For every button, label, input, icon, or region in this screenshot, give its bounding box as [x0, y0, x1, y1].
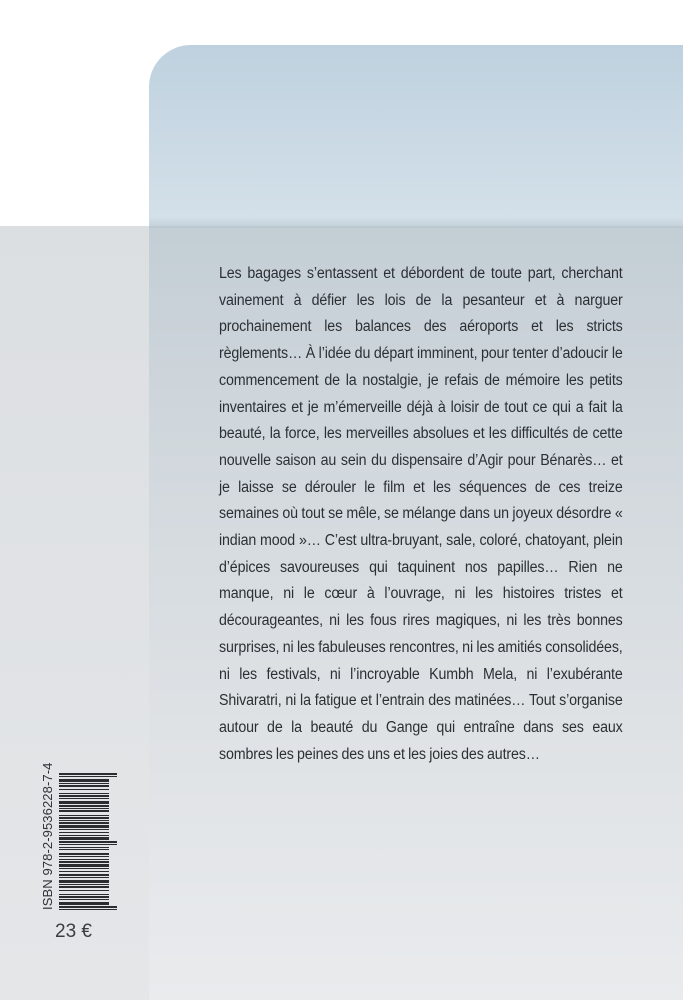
barcode-bar: [59, 837, 109, 840]
barcode-bar: [59, 874, 109, 876]
barcode-bar: [59, 815, 109, 816]
barcode-bar: [59, 856, 109, 857]
barcode-bar: [59, 861, 109, 863]
barcode-bar: [59, 906, 117, 908]
barcode-bar: [59, 871, 109, 872]
barcode-bar: [59, 793, 109, 794]
barcode-bar: [59, 884, 109, 885]
barcode-bar: [59, 849, 109, 850]
barcode-bar: [59, 902, 109, 905]
barcode-bar: [59, 894, 109, 895]
barcode-bar: [59, 841, 117, 843]
barcode-bar: [59, 805, 109, 807]
barcode-bar: [59, 773, 117, 775]
barcode-bar: [59, 909, 117, 910]
barcode: [59, 773, 117, 910]
barcode-bar: [59, 795, 109, 797]
barcode-bar: [59, 776, 117, 777]
barcode-bar: [59, 890, 109, 891]
barcode-bar: [59, 896, 109, 898]
barcode-bar: [59, 877, 109, 878]
price-label: 23 €: [55, 921, 92, 942]
barcode-bar: [59, 868, 109, 869]
barcode-bar: [59, 808, 109, 809]
barcode-bar: [59, 798, 109, 799]
barcode-bar: [59, 817, 109, 819]
barcode-bar: [59, 886, 109, 888]
barcode-bar: [59, 899, 109, 900]
barcode-bar: [59, 844, 117, 845]
back-cover-blurb: Les bagages s’entassent et débordent de toute part, cherchant vainement à défier les lois de la pesanteur et à narguer prochainement les balances des aéroports et les stricts règlements… À l’idée du départ imminent, pour tenter d’adoucir le commencement de la nostalgie, je refais de mémoire les petits inventaires et je m’émerveille déjà à loisir de tout ce qui a fait la beauté, la force, les merveilles absolues et les difficultés de cette nouvelle saison au sein du dispensaire d’Agir pour Bénarès… et je laisse se dérouler le film et les séquences de ces treize semaines où tout se mêle, se mélange dans un joyeux désordre « indian mood »… C’est ultra-bruyant, sale, coloré, chatoyant, plein d’épices savoureuses qui taquinent nos papilles… Rien ne manque, ni le cœur à l’ouvrage, ni les histoires tristes et décourageantes, ni les fous rires magiques, ni les très bonnes surprises, ni les fabuleuses rencontres, ni les amitiés consolidées, ni les festivals, ni l’incroyable Kumbh Mela, ni l’exubérante Shivaratri, ni la fatigue et l’entrain des matinées… Tout s’organise autour de la beauté du Gange qui entraîne dans ses eaux sombres les peines des uns et les joies des autres…: [219, 265, 623, 763]
barcode-bar: [59, 859, 109, 860]
barcode-bar: [59, 880, 109, 883]
barcode-bar: [59, 835, 109, 836]
barcode-bar: [59, 783, 109, 784]
barcode-bar: [59, 820, 109, 821]
isbn-label: ISBN 978-2-9536228-7-4: [40, 762, 55, 910]
barcode-bar: [59, 810, 109, 812]
panel-seam: [149, 226, 683, 228]
barcode-bar: [59, 789, 109, 790]
barcode-bar: [59, 785, 109, 787]
barcode-bar: [59, 832, 109, 833]
barcode-bar: [59, 829, 109, 830]
barcode-bar: [59, 853, 109, 855]
barcode-bar: [59, 825, 109, 828]
barcode-bar: [59, 779, 109, 782]
barcode-bar: [59, 847, 109, 848]
barcode-bar: [59, 822, 109, 824]
barcode-bar: [59, 801, 109, 804]
barcode-bar: [59, 864, 109, 867]
isbn-barcode-block: [31, 762, 117, 910]
